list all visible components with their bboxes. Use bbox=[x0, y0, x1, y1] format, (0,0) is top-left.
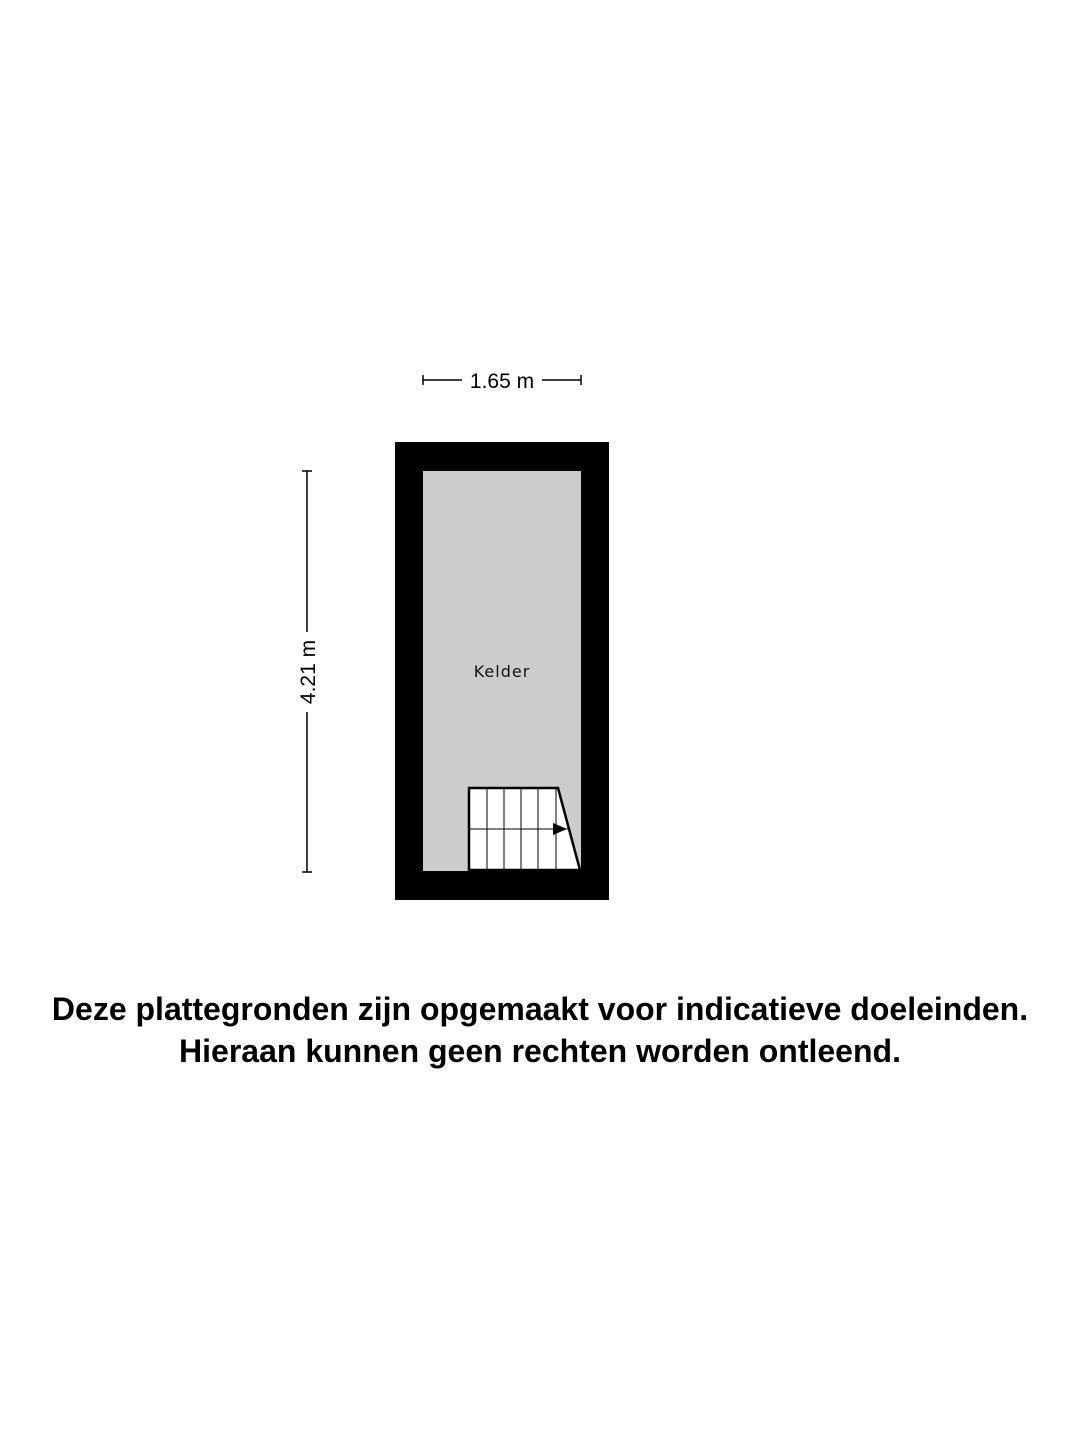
room-label: Kelder bbox=[473, 662, 531, 681]
disclaimer-line-2: Hieraan kunnen geen rechten worden ontleend. bbox=[179, 1033, 901, 1069]
disclaimer bbox=[0, 988, 1080, 1072]
height-label: 4.21 m bbox=[297, 639, 320, 705]
disclaimer-line-1: Deze plattegronden zijn opgemaakt voor indicatieve doeleinden. bbox=[51, 991, 1029, 1027]
width-dimension bbox=[423, 370, 581, 393]
height-dimension bbox=[297, 471, 320, 872]
width-label: 1.65 m bbox=[469, 370, 535, 393]
